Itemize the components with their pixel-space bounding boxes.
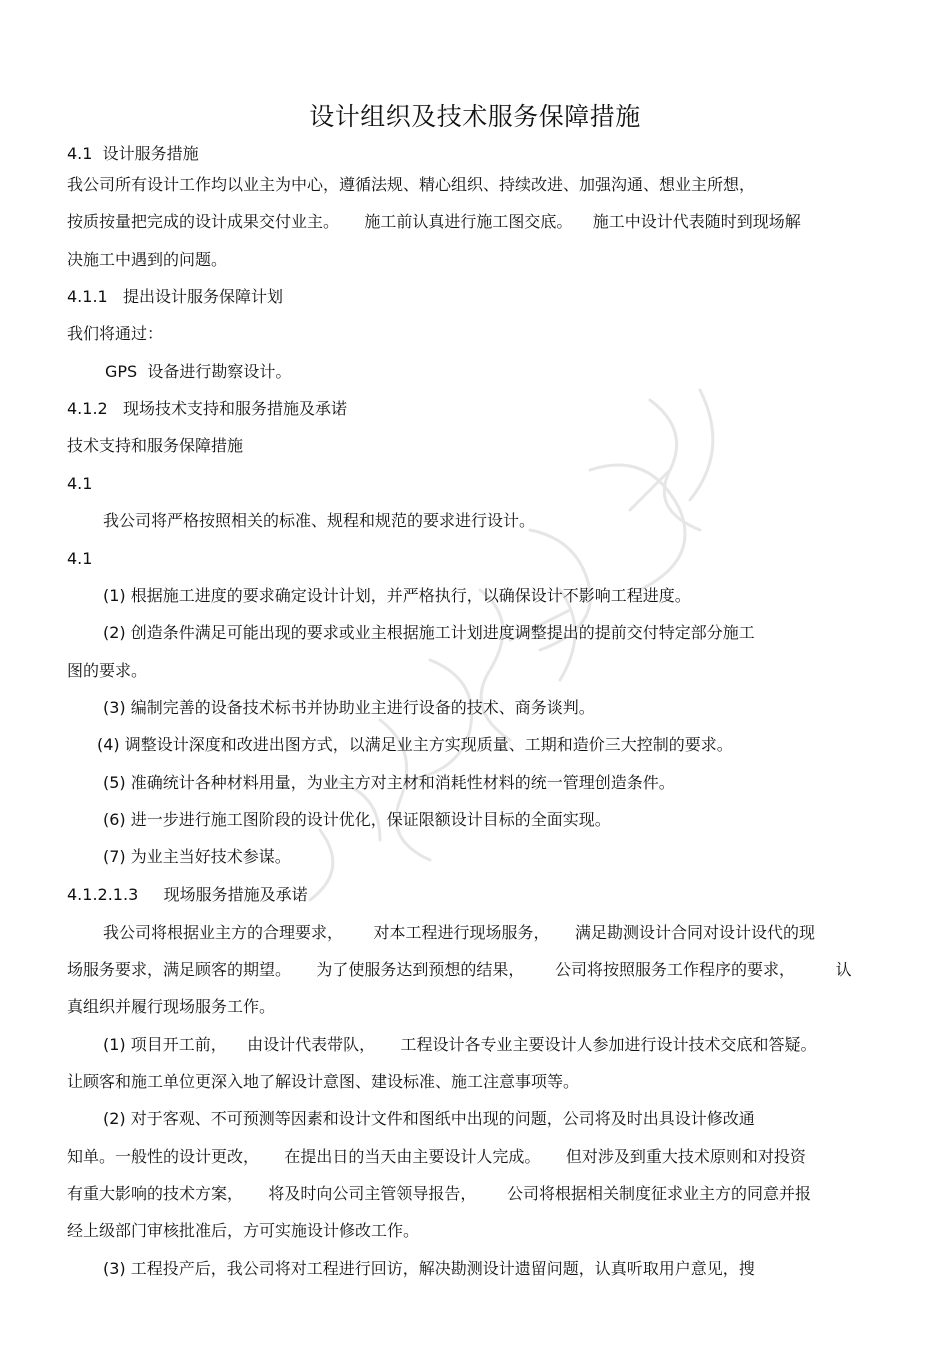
list-item: (1) 根据施工进度的要求确定设计计划，并严格执行，以确保设计不影响工程进度。 <box>103 586 691 605</box>
paragraph-line: 我公司将根据业主方的合理要求， 对本工程进行现场服务， 满足勘测设计合同对设计设代的现 <box>103 923 815 942</box>
paragraph-line: 图的要求。 <box>67 661 148 680</box>
list-item: (1) 项目开工前， 由设计代表带队， 工程设计各专业主要设计人参加进行设计技术交底和答疑。 <box>103 1035 817 1054</box>
paragraph-line: 真组织并履行现场服务工作。 <box>67 997 276 1016</box>
list-item: (7) 为业主当好技术参谋。 <box>103 847 291 866</box>
list-item: (6) 进一步进行施工图阶段的设计优化，保证限额设计目标的全面实现。 <box>103 810 611 829</box>
list-item: (4) 调整设计深度和改进出图方式，以满足业主方实现质量、工期和造价三大控制的要求。 <box>97 735 733 754</box>
paragraph-line: 经上级部门审核批准后，方可实施设计修改工作。 <box>67 1221 420 1240</box>
paragraph-line: 知单。一般性的设计更改， 在提出日的当天由主要设计人完成。 但对涉及到重大技术原则和对投资 <box>67 1147 806 1166</box>
list-item: (2) 对于客观、不可预测等因素和设计文件和图纸中出现的问题，公司将及时出具设计修改通 <box>103 1109 755 1128</box>
paragraph-line: 决施工中遇到的问题。 <box>67 250 228 269</box>
section-number: 4.1 <box>67 549 93 568</box>
list-item: (2) 创造条件满足可能出现的要求或业主根据施工计划进度调整提出的提前交付特定部分施工 <box>103 623 755 642</box>
paragraph-line: 技术支持和服务保障措施 <box>67 436 244 455</box>
section-heading-4-1-1: 4.1.1 提出设计服务保障计划 <box>67 287 283 306</box>
section-number: 4.1 <box>67 474 93 493</box>
paragraph-line: 有重大影响的技术方案， 将及时向公司主管领导报告， 公司将根据相关制度征求业主方的同意并报 <box>67 1184 811 1203</box>
section-heading-4-1: 4.1 设计服务措施 <box>67 144 199 163</box>
section-heading-4-1-2: 4.1.2 现场技术支持和服务措施及承诺 <box>67 399 347 418</box>
document-title: 设计组织及技术服务保障措施 <box>309 102 641 131</box>
paragraph-line: 我公司所有设计工作均以业主为中心，遵循法规、精心组织、持续改进、加强沟通、想业主所想， <box>67 175 756 194</box>
list-item: (5) 准确统计各种材料用量，为业主方对主材和消耗性材料的统一管理创造条件。 <box>103 773 675 792</box>
list-item: (3) 编制完善的设备技术标书并协助业主进行设备的技术、商务谈判。 <box>103 698 595 717</box>
paragraph-line: GPS 设备进行勘察设计。 <box>105 362 292 381</box>
paragraph-line: 我们将通过： <box>67 324 164 343</box>
paragraph-line: 我公司将严格按照相关的标准、规程和规范的要求进行设计。 <box>103 511 536 530</box>
section-heading-4-1-2-1-3: 4.1.2.1.3 现场服务措施及承诺 <box>67 885 308 904</box>
list-item: (3) 工程投产后，我公司将对工程进行回访，解决勘测设计遗留问题，认真听取用户意见，搜 <box>103 1259 755 1278</box>
paragraph-line: 按质按量把完成的设计成果交付业主。 施工前认真进行施工图交底。 施工中设计代表随时到现场解 <box>67 212 801 231</box>
paragraph-line: 场服务要求，满足顾客的期望。 为了使服务达到预想的结果， 公司将按照服务工作程序的要求， 认 <box>67 960 852 979</box>
paragraph-line: 让顾客和施工单位更深入地了解设计意图、建设标准、施工注意事项等。 <box>67 1072 580 1091</box>
